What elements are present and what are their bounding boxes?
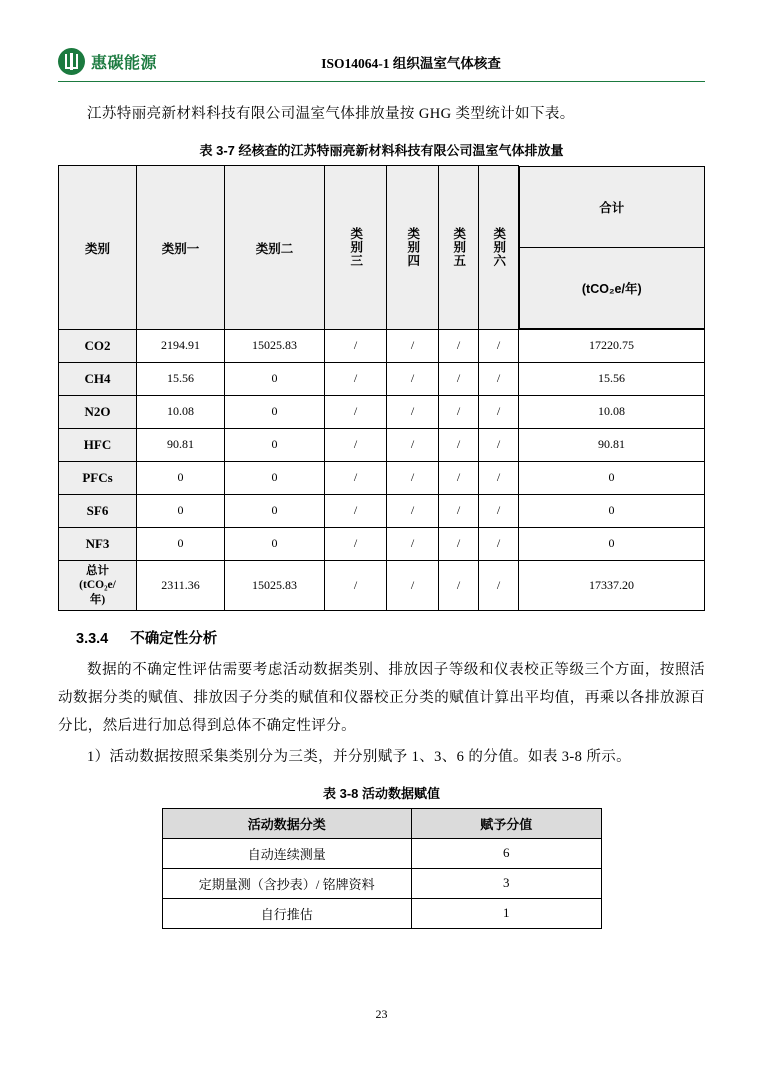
cell-cat6: /	[479, 395, 519, 428]
col-header-category: 类别	[59, 166, 137, 330]
row-label: HFC	[59, 428, 137, 461]
row-label-total	[59, 560, 137, 610]
cell-cat6: /	[479, 428, 519, 461]
cell-cat1: 0	[137, 527, 225, 560]
cell-cat3: /	[325, 461, 387, 494]
cell-total: 10.08	[519, 395, 705, 428]
col-header-cat5: 类别五	[439, 166, 479, 330]
cell-cat5: /	[439, 329, 479, 362]
cell-total: 0	[519, 527, 705, 560]
cell-cat3: /	[325, 329, 387, 362]
total-label-line3: 年)	[89, 593, 106, 606]
col-header-total-unit: (tCO₂e/年)	[520, 247, 705, 328]
col-header-total	[519, 166, 705, 330]
cell-cat6: /	[479, 494, 519, 527]
row-label: N2O	[59, 395, 137, 428]
cell-cat5: /	[439, 494, 479, 527]
cell-cat3: /	[325, 527, 387, 560]
cell-total: 90.81	[519, 428, 705, 461]
cell-cat5: /	[439, 527, 479, 560]
cell-cat4: /	[387, 329, 439, 362]
table-row	[162, 868, 601, 898]
table-row	[59, 395, 705, 428]
col-header-cat3: 类别三	[325, 166, 387, 330]
cell-cat4: /	[387, 494, 439, 527]
table-row	[59, 494, 705, 527]
cell-cat2: 0	[225, 494, 325, 527]
cell-total: 0	[519, 461, 705, 494]
col-header-cat2: 类别二	[225, 166, 325, 330]
table-header-row	[162, 808, 601, 838]
cell-cat2: 0	[225, 428, 325, 461]
col-header-cat6: 类别六	[479, 166, 519, 330]
cell-cat4: /	[387, 527, 439, 560]
cell-cat6: /	[479, 527, 519, 560]
cell-cat1: 2194.91	[137, 329, 225, 362]
header-title: ISO14064-1 组织温室气体核查	[321, 55, 501, 71]
cell-score: 6	[411, 838, 601, 868]
cell-total: 0	[519, 494, 705, 527]
cell-cat4: /	[387, 395, 439, 428]
cell-total: 17337.20	[519, 560, 705, 610]
section-title: 不确定性分析	[130, 630, 218, 647]
row-label: CO2	[59, 329, 137, 362]
section-paragraph-1: 数据的不确定性评估需要考虑活动数据类别、排放因子等级和仪表校正等级三个方面，按照活动数据分类的赋值、排放因子分类的赋值和仪器校正分类的赋值计算出平均值，再乘以各排放源百分比，然后进行加总得到总体不确定性评分。	[58, 661, 705, 735]
table-row	[59, 362, 705, 395]
leaf-circle-icon	[58, 48, 85, 75]
logo-text: 惠碳能源	[91, 55, 158, 72]
table-3-7-caption: 表 3-7 经核查的江苏特丽亮新材料科技有限公司温室气体排放量	[199, 143, 564, 159]
activity-data-score-table	[162, 808, 602, 929]
table-total-row	[59, 560, 705, 610]
cell-cat1: 15.56	[137, 362, 225, 395]
cell-cat4: /	[387, 362, 439, 395]
cell-cat2: 0	[225, 461, 325, 494]
table-row	[59, 527, 705, 560]
cell-activity-class: 自动连续测量	[162, 838, 411, 868]
cell-total: 17220.75	[519, 329, 705, 362]
cell-cat2: 15025.83	[225, 329, 325, 362]
company-logo	[58, 48, 157, 75]
cell-cat3: /	[325, 560, 387, 610]
cell-activity-class: 自行推估	[162, 898, 411, 928]
total-label-line2: (tCO₂e/	[79, 579, 116, 592]
col-header-cat4: 类别四	[387, 166, 439, 330]
page-number: 23	[375, 1007, 388, 1021]
col-header-total-top: 合计	[520, 166, 705, 247]
cell-cat1: 90.81	[137, 428, 225, 461]
page-header	[58, 48, 705, 82]
row-label: PFCs	[59, 461, 137, 494]
cell-cat2: 0	[225, 395, 325, 428]
cell-cat6: /	[479, 560, 519, 610]
cell-cat3: /	[325, 362, 387, 395]
cell-cat1: 10.08	[137, 395, 225, 428]
cell-cat3: /	[325, 494, 387, 527]
cell-cat5: /	[439, 560, 479, 610]
cell-cat2: 0	[225, 527, 325, 560]
table-row	[59, 461, 705, 494]
cell-cat2: 0	[225, 362, 325, 395]
table-3-8-caption: 表 3-8 活动数据赋值	[322, 785, 440, 801]
cell-cat1: 0	[137, 461, 225, 494]
cell-score: 1	[411, 898, 601, 928]
section-number: 3.3.4	[76, 630, 109, 647]
total-label-line1: 总计	[86, 564, 109, 577]
col-header-cat1: 类别一	[137, 166, 225, 330]
cell-cat4: /	[387, 428, 439, 461]
table-row	[162, 898, 601, 928]
cell-cat6: /	[479, 461, 519, 494]
cell-score: 3	[411, 868, 601, 898]
cell-cat1: 0	[137, 494, 225, 527]
table-row	[59, 329, 705, 362]
cell-cat5: /	[439, 395, 479, 428]
cell-cat5: /	[439, 461, 479, 494]
col-header-score: 赋予分值	[411, 808, 601, 838]
cell-total: 15.56	[519, 362, 705, 395]
section-paragraph-2: 1）活动数据按照采集类别分为三类，并分别赋予 1、3、6 的分值。如表 3-8 所示。	[87, 748, 632, 765]
col-header-activity-class: 活动数据分类	[162, 808, 411, 838]
cell-cat6: /	[479, 362, 519, 395]
cell-cat5: /	[439, 428, 479, 461]
cell-cat4: /	[387, 560, 439, 610]
cell-activity-class: 定期量测（含抄表）/ 铭牌资料	[162, 868, 411, 898]
intro-paragraph: 江苏特丽亮新材料科技有限公司温室气体排放量按 GHG 类型统计如下表。	[87, 106, 575, 122]
cell-cat4: /	[387, 461, 439, 494]
row-label: SF6	[59, 494, 137, 527]
cell-cat2: 15025.83	[225, 560, 325, 610]
cell-cat3: /	[325, 428, 387, 461]
table-row	[59, 428, 705, 461]
table-header-row	[59, 166, 705, 330]
ghg-emissions-table	[58, 165, 705, 611]
cell-cat5: /	[439, 362, 479, 395]
table-3-8-wrapper	[58, 808, 705, 929]
row-label: CH4	[59, 362, 137, 395]
cell-cat6: /	[479, 329, 519, 362]
table-row	[162, 838, 601, 868]
row-label: NF3	[59, 527, 137, 560]
cell-cat3: /	[325, 395, 387, 428]
cell-cat1: 2311.36	[137, 560, 225, 610]
section-heading	[58, 627, 705, 648]
